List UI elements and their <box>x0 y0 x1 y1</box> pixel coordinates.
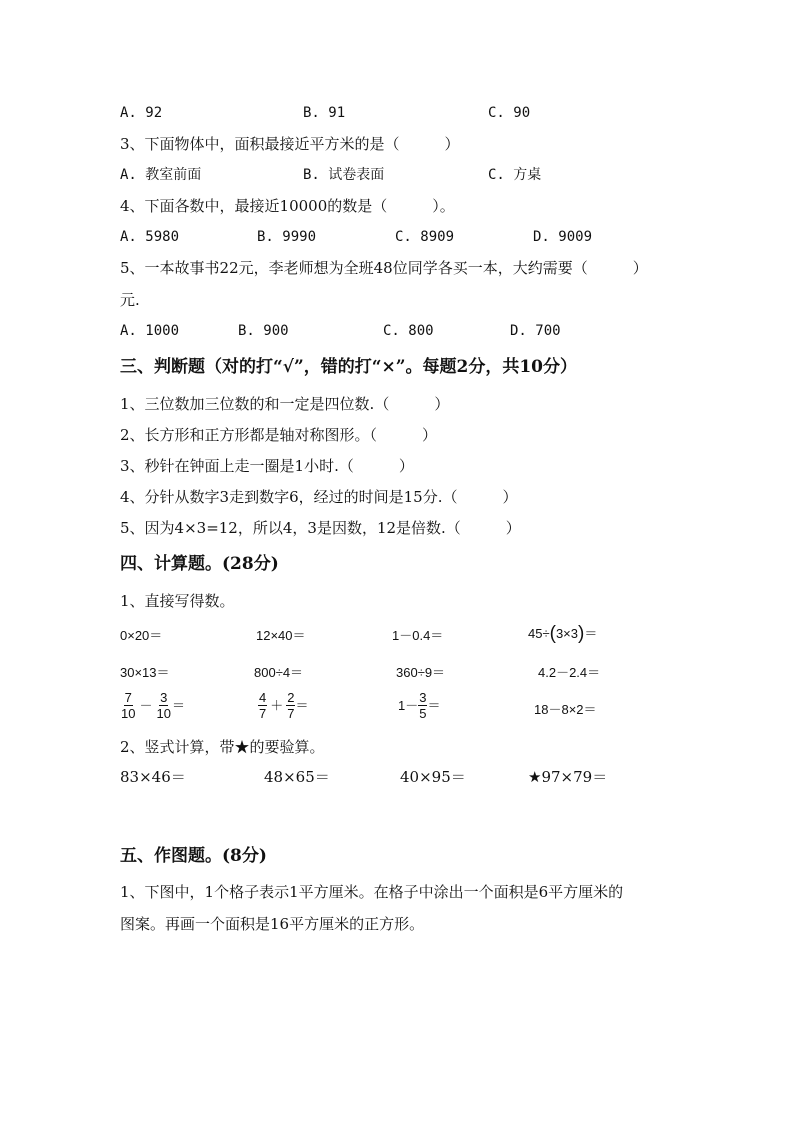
paren-open-icon: ( <box>549 623 556 644</box>
paren-close-icon: ) <box>578 623 585 644</box>
calc-part: 45÷ <box>528 626 550 641</box>
judge-item-2: 2、长方形和正方形都是轴对称图形。（ ） <box>120 426 438 444</box>
fraction: $\frac{3}{10}$ <box>156 690 171 721</box>
judge-item-1: 1、三位数加三位数的和一定是四位数.（ ） <box>120 395 450 413</box>
calc-item: 4.2－2.4＝ <box>538 665 601 680</box>
q3-text: 3、下面物体中，面积最接近平方米的是（ ） <box>120 135 460 153</box>
calc-item: 12×40＝ <box>256 628 306 643</box>
q4-option-c: C. 8909 <box>395 229 455 245</box>
judge-item-4: 4、分针从数字3走到数字6，经过的时间是15分.（ ） <box>120 488 518 506</box>
section4-heading: 四、计算题。(28分) <box>120 554 279 574</box>
drawing-q1-line2: 图案。再画一个面积是16平方厘米的正方形。 <box>120 915 425 933</box>
section5-heading: 五、作图题。(8分) <box>120 846 267 866</box>
vertical-calc-item: 83×46＝ <box>120 768 186 786</box>
calc-part: 3×3 <box>555 626 578 641</box>
section3-heading: 三、判断题（对的打“√”，错的打“×”。每题2分，共10分） <box>120 357 578 377</box>
calc-item-fraction-c: 1－ $\frac{3}{5}$ ＝ <box>398 690 441 721</box>
judge-item-3: 3、秒针在钟面上走一圈是1小时.（ ） <box>120 457 414 475</box>
q2-option-b: B. 91 <box>303 105 346 121</box>
q2-option-a: A. 92 <box>120 105 163 121</box>
q5-option-c: C. 800 <box>383 323 434 339</box>
calc-q1-title: 1、直接写得数。 <box>120 592 235 610</box>
q5-option-d: D. 700 <box>510 323 561 339</box>
calc-q2-title: 2、竖式计算，带★的要验算。 <box>120 738 325 756</box>
q4-option-b: B. 9990 <box>257 229 317 245</box>
calc-item: 360÷9＝ <box>396 665 446 680</box>
q5-text: 5、一本故事书22元，李老师想为全班48位同学各买一本，大约需要（ ） <box>120 259 648 277</box>
q5-text-cont: 元. <box>120 291 140 309</box>
vertical-calc-item: ★97×79＝ <box>528 768 608 786</box>
q3-option-c: C. 方桌 <box>488 167 542 183</box>
calc-item-bracket <box>528 625 597 643</box>
calc-item-fraction-a: $\frac{7}{10}$ － $\frac{3}{10}$ ＝ <box>121 690 185 721</box>
calc-item-fraction-b: $\frac{4}{7}$ ＋ $\frac{2}{7}$ ＝ <box>259 690 309 721</box>
q5-option-b: B. 900 <box>238 323 289 339</box>
calc-item: 800÷4＝ <box>254 665 304 680</box>
judge-item-5: 5、因为4×3=12，所以4，3是因数，12是倍数.（ ） <box>120 519 521 537</box>
fraction: $\frac{2}{7}$ <box>287 690 295 721</box>
calc-part: ＝ <box>584 626 598 641</box>
q5-option-a: A. 1000 <box>120 323 180 339</box>
calc-item: 0×20＝ <box>120 628 163 643</box>
q3-option-a: A. 教室前面 <box>120 167 202 183</box>
q4-text: 4、下面各数中，最接近10000的数是（ ）。 <box>120 197 455 215</box>
vertical-calc-item: 48×65＝ <box>264 768 330 786</box>
q4-option-d: D. 9009 <box>533 229 593 245</box>
calc-item: 1－0.4＝ <box>392 628 444 643</box>
calc-item: 18－8×2＝ <box>534 702 597 717</box>
fraction: $\frac{3}{5}$ <box>419 690 427 721</box>
fraction: $\frac{4}{7}$ <box>259 690 267 721</box>
q2-option-c: C. 90 <box>488 105 531 121</box>
vertical-calc-item: 40×95＝ <box>400 768 466 786</box>
drawing-q1-line1: 1、下图中，1个格子表示1平方厘米。在格子中涂出一个面积是6平方厘米的 <box>120 883 624 901</box>
q3-option-b: B. 试卷表面 <box>303 167 385 183</box>
fraction: $\frac{7}{10}$ <box>121 690 136 721</box>
calc-item: 30×13＝ <box>120 665 170 680</box>
q4-option-a: A. 5980 <box>120 229 180 245</box>
